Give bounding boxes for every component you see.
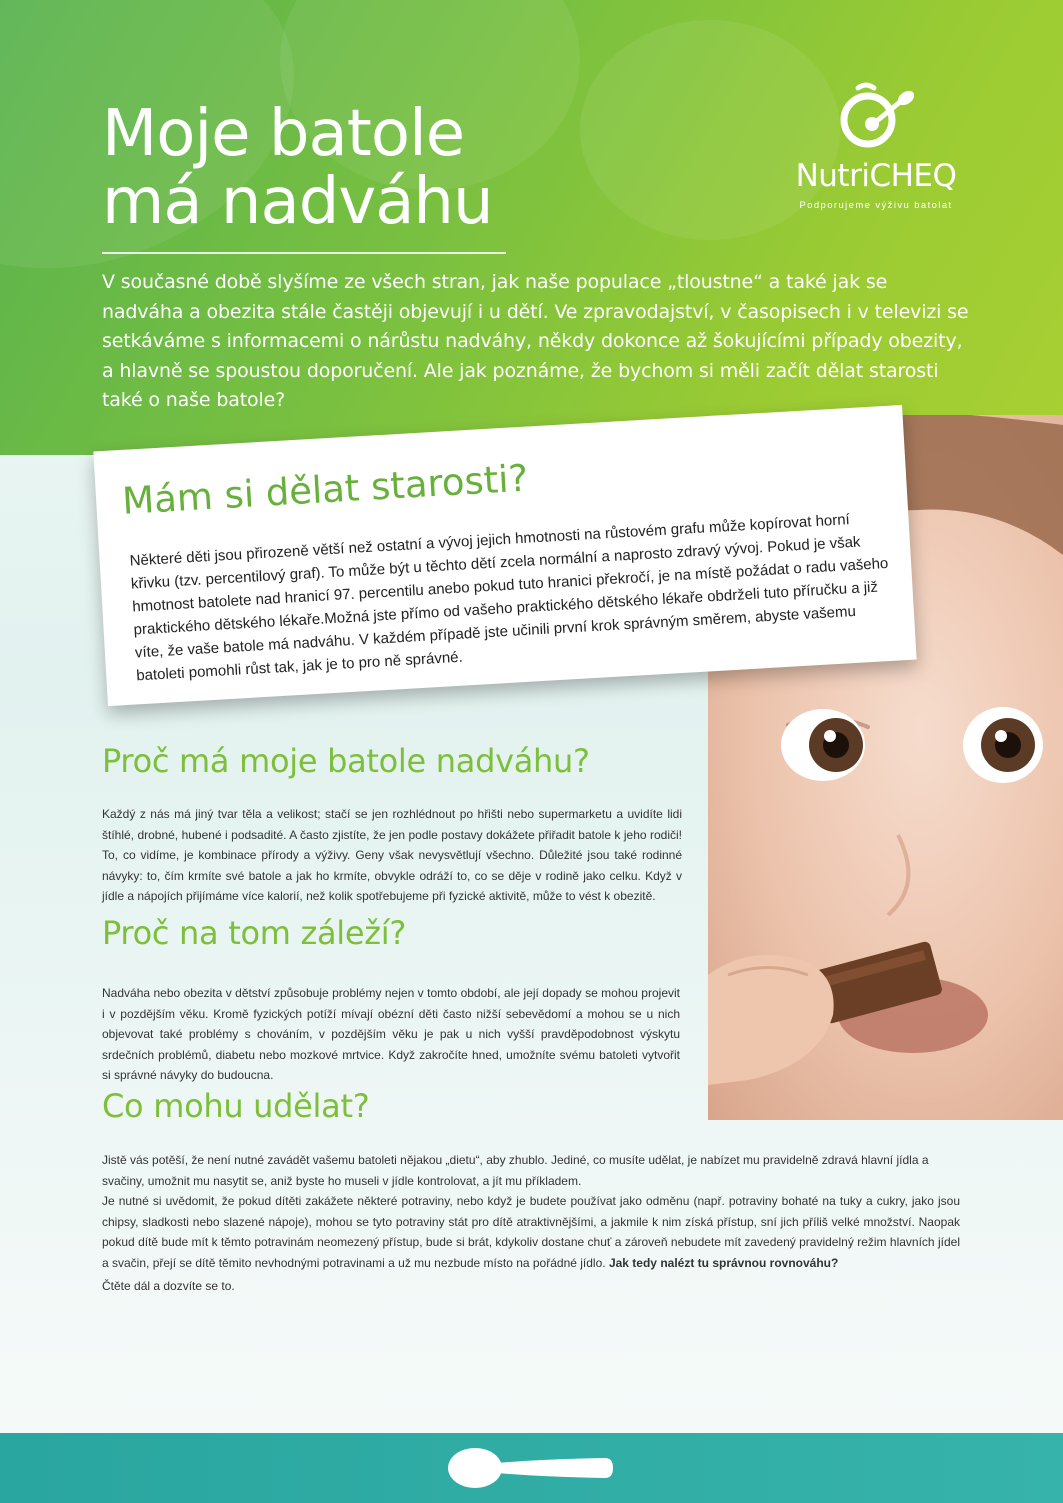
- section-body-todo-2-text: Je nutné si uvědomit, že pokud dítěti zakážete některé potraviny, nebo když je budete používat jako odměnu (např. potraviny bohaté na tuky a cukry, jako jsou chipsy, sladkosti nebo slazené nápoje), mohou se tyto potraviny stát pro dítě atraktivnějšími, a jakmile k nim získá přístup, sní jich příliš velké množství. Naopak pokud dítě bude mít k těmto potravinám neomezený přístup, bude si brát, kdykoliv dostane chuť a zároveň nebudete mít zavedený pravidelný režim hlavních jídel a svačin, přejí se dítě těmito nevhodnými potravinami a už mu nezbude místo na pořádné jídlo.: [102, 1194, 960, 1270]
- section-title-matters: Proč na tom záleží?: [102, 914, 407, 952]
- title-divider: [102, 252, 506, 254]
- header-banner: [0, 0, 1063, 455]
- page-title: [102, 97, 493, 239]
- section-title-why: Proč má moje batole nadváhu?: [102, 742, 590, 780]
- nutricheq-logo: [776, 80, 976, 220]
- spoon-icon: [445, 1445, 615, 1491]
- intro-text: V současné době slyšíme ze všech stran, jak naše populace „tloustne“ a také jak se nadváha a obezita stále častěji objevují i u dětí. Ve zpravodajství, v časopisech i v televizi se setkáváme s informacemi o nárůstu nadváhy, někdy dokonce až šokujícími případy obezity, a hlavně se spoustou doporučení. Ale jak poznáme, že bychom si měli začít dělat starosti také o naše batole?: [102, 271, 969, 411]
- card-body: Některé děti jsou přirozeně větší než ostatní a vývoj jejich hmotnosti na růstovém grafu může kopírovat horní křivku (tzv. percentilový graf). To může být u těchto dětí zcela normální a naprosto zdravý vývoj. Pokud je však hmotnost batolete nad hranicí 97. percentilu anebo pokud tuto hranici překročí, je na místě požádat o radu vašeho praktického dětského lékaře.Možná jste přímo od vašeho praktického dětského lékaře obdrželi tuto příručku a již víte, že vaše batole má nadváhu. V každém případě jste učinili první krok správným směrem, abyste vašemu batoleti pomohli růst tak, jak je to pro ně správné.: [129, 511, 889, 685]
- section-body-todo-2: [102, 1191, 960, 1273]
- balance-question: Jak tedy nalézt tu správnou rovnováhu?: [608, 1255, 839, 1270]
- logo-name: NutriCHEQ: [795, 158, 957, 194]
- spoon-bowl-logo-icon: [838, 80, 918, 150]
- logo-tagline: Podporujeme výživu batolat: [799, 200, 953, 211]
- worry-card: [93, 405, 916, 706]
- section-body-todo-3: Čtěte dál a dozvíte se to.: [102, 1279, 235, 1293]
- section-body-matters: Nadváha nebo obezita v dětství způsobuje problémy nejen v tomto období, ale její dopady se mohou projevit i v pozdějším věku. Kromě fyzických potíží mívají obézní děti často nižší sebevědomí a mohou se u nich objevovat také problémy s chováním, v pozdějším věku je pak u nich vyšší pravděpodobnost výskytu srdečních problémů, diabetu nebo mozkové mrtvice. Když zakročíte hned, umožníte svému batoleti vytvořit si správné návyky do budoucna.: [102, 986, 680, 1082]
- page-title-line-2: má nadváhu: [102, 165, 493, 239]
- section-body-why: Každý z nás má jiný tvar těla a velikost; stačí se jen rozhlédnout po hřišti nebo supermarketu a uvidíte lidi štíhlé, drobné, hubené i podsadité. A často zjistíte, že jen podle postavy dokážete přiřadit batole k jeho rodiči! To, co vidíme, je kombinace přírody a výživy. Geny však nevysvětlují všechno. Důležité jsou také rodinné návyky: to, čím krmíte své batole a jak ho krmíte, obvykle odráží to, co se děje v rodině jako celku. Když v jídle a nápojích přijímáme více kalorií, než kolik spotřebujeme při fyzické aktivitě, může to vést k obezitě.: [102, 807, 682, 903]
- section-title-todo: Co mohu udělat?: [102, 1087, 370, 1125]
- section-body-todo-1: Jistě vás potěší, že není nutné zavádět vašemu batoleti nějakou „dietu“, aby zhublo. Jediné, co musíte udělat, je nabízet mu pravidelně zdravá hlavní jídla a svačiny, umožnit mu nasytit se, aniž byste ho museli v jídle kontrolovat, a jít mu příkladem.: [102, 1153, 929, 1188]
- footer-bar: [0, 1433, 1063, 1503]
- page-title-line-1: Moje batole: [102, 97, 465, 171]
- card-title: Mám si dělat starosti?: [121, 456, 530, 523]
